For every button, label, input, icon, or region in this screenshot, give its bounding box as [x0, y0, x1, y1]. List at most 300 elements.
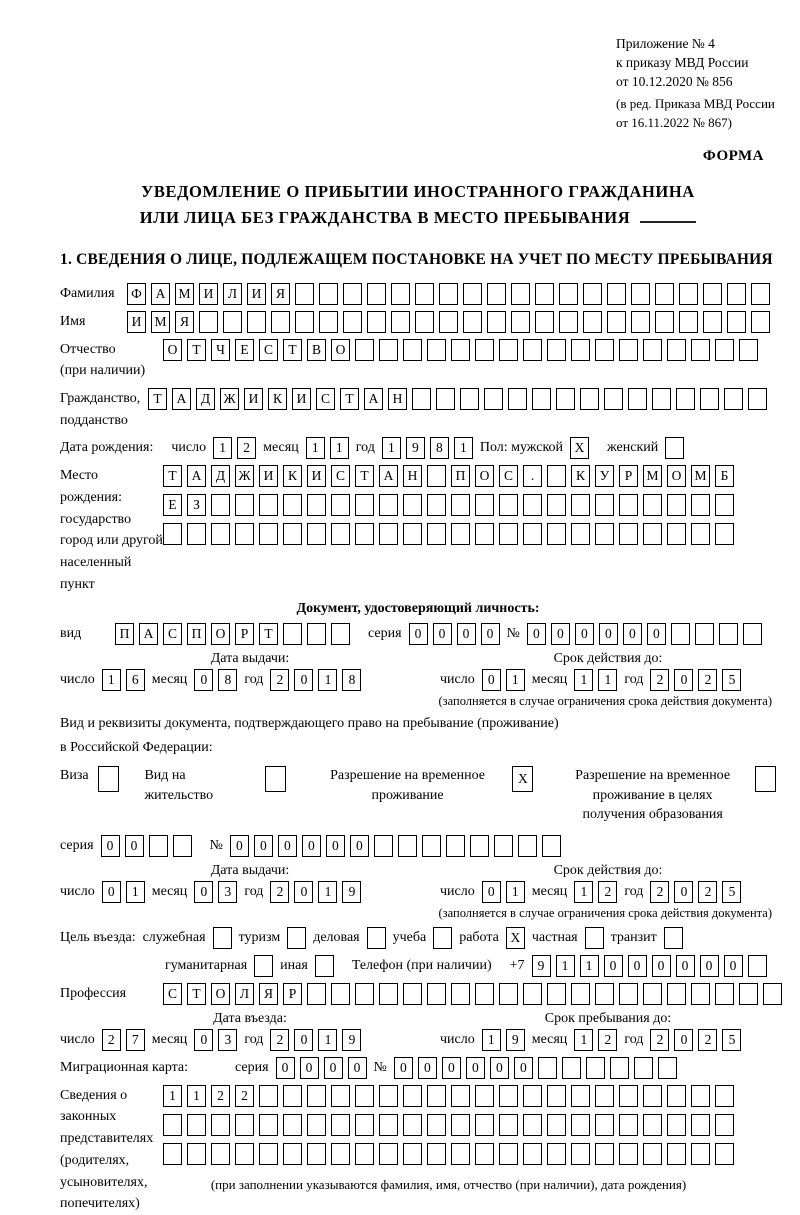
char-box[interactable]: 2 — [102, 1029, 121, 1051]
char-box[interactable] — [739, 983, 758, 1005]
char-box[interactable] — [355, 339, 374, 361]
sex-male-checkbox[interactable] — [570, 437, 589, 459]
char-box[interactable] — [715, 1085, 734, 1107]
char-box[interactable]: 0 — [724, 955, 743, 977]
char-box[interactable]: 0 — [394, 1057, 413, 1079]
char-box[interactable] — [748, 388, 767, 410]
char-box[interactable] — [331, 623, 350, 645]
char-box[interactable] — [307, 1085, 326, 1107]
char-box[interactable] — [475, 494, 494, 516]
char-box[interactable] — [287, 927, 306, 949]
char-box[interactable] — [535, 283, 554, 305]
char-box[interactable] — [571, 1114, 590, 1136]
char-box[interactable] — [391, 283, 410, 305]
char-box[interactable] — [451, 494, 470, 516]
char-box[interactable] — [331, 523, 350, 545]
char-box[interactable] — [634, 1057, 653, 1079]
char-box[interactable]: 0 — [647, 623, 666, 645]
char-box[interactable] — [755, 766, 776, 792]
char-box[interactable] — [307, 1114, 326, 1136]
char-box[interactable]: 1 — [318, 881, 337, 903]
char-box[interactable] — [691, 1085, 710, 1107]
char-box[interactable] — [295, 283, 314, 305]
char-box[interactable] — [451, 339, 470, 361]
char-box[interactable] — [679, 311, 698, 333]
char-box[interactable] — [163, 1143, 182, 1165]
char-box[interactable] — [691, 494, 710, 516]
char-box[interactable] — [595, 1085, 614, 1107]
char-box[interactable]: 2 — [650, 881, 669, 903]
char-box[interactable]: 1 — [382, 437, 401, 459]
char-box[interactable]: 2 — [235, 1085, 254, 1107]
char-box[interactable]: Р — [619, 465, 638, 487]
char-box[interactable]: 0 — [604, 955, 623, 977]
residence-permit-checkbox[interactable] — [265, 766, 286, 792]
char-box[interactable] — [163, 523, 182, 545]
char-box[interactable]: 5 — [722, 881, 741, 903]
char-box[interactable]: Т — [355, 465, 374, 487]
char-box[interactable] — [695, 623, 714, 645]
char-box[interactable] — [213, 927, 232, 949]
char-box[interactable]: 2 — [598, 1029, 617, 1051]
char-box[interactable]: 1 — [556, 955, 575, 977]
char-box[interactable] — [211, 523, 230, 545]
char-box[interactable] — [727, 283, 746, 305]
char-box[interactable]: Е — [163, 494, 182, 516]
char-box[interactable] — [724, 388, 743, 410]
char-box[interactable] — [475, 523, 494, 545]
char-box[interactable]: Н — [388, 388, 407, 410]
char-box[interactable] — [463, 311, 482, 333]
char-box[interactable] — [223, 311, 242, 333]
char-box[interactable] — [331, 1143, 350, 1165]
char-box[interactable] — [379, 983, 398, 1005]
char-box[interactable] — [595, 1143, 614, 1165]
char-box[interactable]: 9 — [406, 437, 425, 459]
char-box[interactable] — [446, 835, 465, 857]
char-box[interactable] — [691, 339, 710, 361]
char-box[interactable] — [499, 1143, 518, 1165]
char-box[interactable]: 0 — [300, 1057, 319, 1079]
char-box[interactable] — [271, 311, 290, 333]
edu-permit-checkbox[interactable] — [755, 766, 776, 792]
char-box[interactable]: X — [512, 766, 533, 792]
char-box[interactable] — [739, 339, 758, 361]
char-box[interactable]: М — [175, 283, 194, 305]
char-box[interactable] — [691, 983, 710, 1005]
char-box[interactable] — [655, 283, 674, 305]
char-box[interactable] — [475, 1085, 494, 1107]
char-box[interactable]: 1 — [306, 437, 325, 459]
char-box[interactable] — [173, 835, 192, 857]
char-box[interactable]: З — [187, 494, 206, 516]
char-box[interactable] — [691, 523, 710, 545]
char-box[interactable]: О — [475, 465, 494, 487]
char-box[interactable]: 2 — [211, 1085, 230, 1107]
char-box[interactable] — [676, 388, 695, 410]
char-box[interactable]: П — [187, 623, 206, 645]
char-box[interactable] — [412, 388, 431, 410]
char-box[interactable] — [511, 283, 530, 305]
char-box[interactable] — [715, 339, 734, 361]
char-box[interactable] — [667, 523, 686, 545]
char-box[interactable]: Р — [235, 623, 254, 645]
char-box[interactable] — [499, 494, 518, 516]
char-box[interactable] — [307, 983, 326, 1005]
char-box[interactable] — [523, 523, 542, 545]
char-box[interactable]: А — [364, 388, 383, 410]
char-box[interactable] — [542, 835, 561, 857]
char-box[interactable]: 0 — [482, 881, 501, 903]
char-box[interactable] — [403, 339, 422, 361]
char-box[interactable]: Т — [187, 983, 206, 1005]
char-box[interactable]: Ч — [211, 339, 230, 361]
char-box[interactable] — [283, 1143, 302, 1165]
char-box[interactable]: Я — [271, 283, 290, 305]
char-box[interactable] — [315, 955, 334, 977]
char-box[interactable]: И — [259, 465, 278, 487]
char-box[interactable] — [475, 983, 494, 1005]
char-box[interactable] — [619, 339, 638, 361]
char-box[interactable] — [715, 1143, 734, 1165]
char-box[interactable]: 2 — [270, 881, 289, 903]
char-box[interactable] — [259, 494, 278, 516]
char-box[interactable] — [211, 1143, 230, 1165]
char-box[interactable] — [427, 494, 446, 516]
char-box[interactable]: 0 — [194, 669, 213, 691]
char-box[interactable] — [547, 494, 566, 516]
char-box[interactable]: 0 — [418, 1057, 437, 1079]
char-box[interactable]: 3 — [218, 881, 237, 903]
char-box[interactable] — [422, 835, 441, 857]
char-box[interactable] — [665, 437, 684, 459]
char-box[interactable] — [403, 1143, 422, 1165]
char-box[interactable]: С — [499, 465, 518, 487]
char-box[interactable] — [700, 388, 719, 410]
char-box[interactable] — [187, 523, 206, 545]
char-box[interactable] — [547, 523, 566, 545]
char-box[interactable]: 9 — [342, 1029, 361, 1051]
char-box[interactable]: 2 — [237, 437, 256, 459]
char-box[interactable]: 2 — [650, 1029, 669, 1051]
char-box[interactable] — [403, 1085, 422, 1107]
char-box[interactable] — [307, 623, 326, 645]
char-box[interactable] — [619, 1143, 638, 1165]
char-box[interactable] — [547, 983, 566, 1005]
char-box[interactable] — [652, 388, 671, 410]
char-box[interactable] — [607, 311, 626, 333]
char-box[interactable]: К — [268, 388, 287, 410]
char-box[interactable] — [619, 983, 638, 1005]
char-box[interactable]: 7 — [126, 1029, 145, 1051]
char-box[interactable]: 0 — [230, 835, 249, 857]
char-box[interactable] — [643, 523, 662, 545]
char-box[interactable] — [235, 1143, 254, 1165]
char-box[interactable]: 2 — [698, 1029, 717, 1051]
char-box[interactable]: 0 — [652, 955, 671, 977]
char-box[interactable] — [643, 1085, 662, 1107]
char-box[interactable]: 0 — [294, 1029, 313, 1051]
char-box[interactable]: 1 — [163, 1085, 182, 1107]
char-box[interactable] — [475, 1143, 494, 1165]
char-box[interactable] — [355, 1114, 374, 1136]
char-box[interactable] — [283, 623, 302, 645]
char-box[interactable] — [403, 494, 422, 516]
char-box[interactable] — [367, 283, 386, 305]
char-box[interactable] — [643, 1114, 662, 1136]
char-box[interactable] — [331, 1114, 350, 1136]
char-box[interactable] — [595, 339, 614, 361]
visa-checkbox[interactable] — [98, 766, 119, 792]
char-box[interactable] — [427, 1085, 446, 1107]
char-box[interactable]: 0 — [457, 623, 476, 645]
char-box[interactable] — [398, 835, 417, 857]
char-box[interactable] — [518, 835, 537, 857]
char-box[interactable] — [559, 283, 578, 305]
char-box[interactable] — [427, 465, 446, 487]
char-box[interactable] — [631, 311, 650, 333]
char-box[interactable] — [283, 523, 302, 545]
char-box[interactable]: Я — [175, 311, 194, 333]
char-box[interactable] — [643, 983, 662, 1005]
char-box[interactable]: В — [307, 339, 326, 361]
char-box[interactable] — [743, 623, 762, 645]
char-box[interactable]: 8 — [430, 437, 449, 459]
char-box[interactable] — [259, 1143, 278, 1165]
char-box[interactable] — [427, 523, 446, 545]
char-box[interactable] — [451, 1143, 470, 1165]
char-box[interactable]: Б — [715, 465, 734, 487]
char-box[interactable] — [391, 311, 410, 333]
char-box[interactable] — [283, 1085, 302, 1107]
char-box[interactable]: Д — [211, 465, 230, 487]
purpose-work-checkbox[interactable] — [506, 927, 525, 949]
char-box[interactable] — [619, 494, 638, 516]
char-box[interactable] — [571, 983, 590, 1005]
purpose-business-checkbox[interactable] — [367, 927, 386, 949]
char-box[interactable] — [671, 623, 690, 645]
char-box[interactable]: 0 — [674, 881, 693, 903]
char-box[interactable] — [715, 523, 734, 545]
char-box[interactable]: 2 — [270, 669, 289, 691]
char-box[interactable] — [379, 339, 398, 361]
char-box[interactable] — [484, 388, 503, 410]
char-box[interactable] — [427, 1143, 446, 1165]
char-box[interactable] — [751, 283, 770, 305]
char-box[interactable] — [547, 1114, 566, 1136]
char-box[interactable] — [487, 311, 506, 333]
char-box[interactable]: Р — [283, 983, 302, 1005]
char-box[interactable] — [331, 494, 350, 516]
char-box[interactable]: Ж — [220, 388, 239, 410]
char-box[interactable] — [715, 983, 734, 1005]
char-box[interactable] — [667, 1085, 686, 1107]
char-box[interactable] — [355, 1143, 374, 1165]
char-box[interactable]: 2 — [270, 1029, 289, 1051]
char-box[interactable] — [586, 1057, 605, 1079]
char-box[interactable]: 0 — [294, 881, 313, 903]
char-box[interactable]: П — [451, 465, 470, 487]
char-box[interactable]: 1 — [574, 881, 593, 903]
char-box[interactable] — [658, 1057, 677, 1079]
char-box[interactable] — [367, 927, 386, 949]
char-box[interactable] — [719, 623, 738, 645]
char-box[interactable]: 0 — [575, 623, 594, 645]
char-box[interactable] — [355, 1085, 374, 1107]
char-box[interactable]: 1 — [574, 1029, 593, 1051]
char-box[interactable]: 2 — [698, 669, 717, 691]
char-box[interactable]: 0 — [628, 955, 647, 977]
char-box[interactable] — [511, 311, 530, 333]
char-box[interactable]: 1 — [506, 881, 525, 903]
char-box[interactable] — [355, 983, 374, 1005]
char-box[interactable] — [247, 311, 266, 333]
char-box[interactable]: И — [247, 283, 266, 305]
char-box[interactable] — [538, 1057, 557, 1079]
char-box[interactable]: 0 — [674, 1029, 693, 1051]
char-box[interactable] — [727, 311, 746, 333]
char-box[interactable] — [643, 1143, 662, 1165]
char-box[interactable] — [451, 1114, 470, 1136]
char-box[interactable] — [403, 1114, 422, 1136]
char-box[interactable] — [508, 388, 527, 410]
char-box[interactable]: С — [259, 339, 278, 361]
char-box[interactable] — [470, 835, 489, 857]
char-box[interactable] — [403, 983, 422, 1005]
char-box[interactable]: 0 — [254, 835, 273, 857]
char-box[interactable] — [571, 494, 590, 516]
char-box[interactable] — [254, 955, 273, 977]
char-box[interactable]: Н — [403, 465, 422, 487]
char-box[interactable] — [679, 283, 698, 305]
char-box[interactable] — [643, 339, 662, 361]
char-box[interactable] — [643, 494, 662, 516]
char-box[interactable]: 1 — [187, 1085, 206, 1107]
char-box[interactable] — [499, 339, 518, 361]
char-box[interactable] — [331, 1085, 350, 1107]
char-box[interactable] — [619, 523, 638, 545]
char-box[interactable]: Я — [259, 983, 278, 1005]
char-box[interactable] — [667, 339, 686, 361]
char-box[interactable]: 0 — [599, 623, 618, 645]
char-box[interactable]: 2 — [598, 881, 617, 903]
char-box[interactable]: Т — [163, 465, 182, 487]
char-box[interactable]: 0 — [442, 1057, 461, 1079]
char-box[interactable]: 1 — [580, 955, 599, 977]
char-box[interactable]: О — [163, 339, 182, 361]
char-box[interactable]: 5 — [722, 1029, 741, 1051]
char-box[interactable]: 1 — [506, 669, 525, 691]
char-box[interactable]: 1 — [126, 881, 145, 903]
char-box[interactable] — [415, 283, 434, 305]
char-box[interactable]: И — [244, 388, 263, 410]
char-box[interactable] — [499, 523, 518, 545]
char-box[interactable] — [607, 283, 626, 305]
char-box[interactable] — [319, 283, 338, 305]
char-box[interactable]: 0 — [125, 835, 144, 857]
char-box[interactable] — [667, 983, 686, 1005]
char-box[interactable] — [595, 523, 614, 545]
char-box[interactable]: О — [211, 623, 230, 645]
char-box[interactable] — [379, 1114, 398, 1136]
purpose-transit-checkbox[interactable] — [664, 927, 683, 949]
temp-permit-checkbox[interactable] — [512, 766, 533, 792]
char-box[interactable] — [475, 1114, 494, 1136]
char-box[interactable] — [523, 1114, 542, 1136]
char-box[interactable] — [343, 311, 362, 333]
char-box[interactable] — [499, 983, 518, 1005]
char-box[interactable]: 0 — [324, 1057, 343, 1079]
char-box[interactable] — [427, 983, 446, 1005]
char-box[interactable]: 0 — [676, 955, 695, 977]
char-box[interactable]: Т — [340, 388, 359, 410]
char-box[interactable] — [532, 388, 551, 410]
char-box[interactable] — [307, 1143, 326, 1165]
char-box[interactable]: А — [139, 623, 158, 645]
char-box[interactable] — [367, 311, 386, 333]
char-box[interactable] — [460, 388, 479, 410]
char-box[interactable]: 1 — [482, 1029, 501, 1051]
char-box[interactable] — [523, 983, 542, 1005]
char-box[interactable]: С — [331, 465, 350, 487]
char-box[interactable] — [494, 835, 513, 857]
char-box[interactable] — [403, 523, 422, 545]
char-box[interactable] — [571, 523, 590, 545]
char-box[interactable]: О — [331, 339, 350, 361]
char-box[interactable]: 0 — [326, 835, 345, 857]
char-box[interactable]: Т — [148, 388, 167, 410]
char-box[interactable] — [283, 494, 302, 516]
char-box[interactable] — [751, 311, 770, 333]
char-box[interactable]: 9 — [532, 955, 551, 977]
char-box[interactable] — [583, 283, 602, 305]
char-box[interactable] — [523, 1143, 542, 1165]
char-box[interactable] — [211, 1114, 230, 1136]
char-box[interactable]: 1 — [318, 669, 337, 691]
char-box[interactable] — [585, 927, 604, 949]
char-box[interactable] — [187, 1143, 206, 1165]
char-box[interactable] — [556, 388, 575, 410]
char-box[interactable] — [259, 1114, 278, 1136]
char-box[interactable] — [571, 1085, 590, 1107]
char-box[interactable]: Ф — [127, 283, 146, 305]
char-box[interactable]: 3 — [218, 1029, 237, 1051]
char-box[interactable]: 0 — [551, 623, 570, 645]
char-box[interactable]: 0 — [348, 1057, 367, 1079]
char-box[interactable]: 0 — [302, 835, 321, 857]
char-box[interactable]: С — [163, 983, 182, 1005]
char-box[interactable]: 0 — [101, 835, 120, 857]
char-box[interactable] — [571, 1143, 590, 1165]
char-box[interactable] — [595, 983, 614, 1005]
char-box[interactable]: П — [115, 623, 134, 645]
char-box[interactable] — [535, 311, 554, 333]
char-box[interactable]: 9 — [506, 1029, 525, 1051]
char-box[interactable]: М — [691, 465, 710, 487]
char-box[interactable] — [631, 283, 650, 305]
char-box[interactable] — [763, 983, 782, 1005]
char-box[interactable]: 2 — [650, 669, 669, 691]
char-box[interactable] — [149, 835, 168, 857]
char-box[interactable] — [619, 1114, 638, 1136]
char-box[interactable] — [259, 1085, 278, 1107]
char-box[interactable]: Т — [283, 339, 302, 361]
char-box[interactable]: О — [667, 465, 686, 487]
char-box[interactable] — [355, 523, 374, 545]
char-box[interactable]: А — [151, 283, 170, 305]
char-box[interactable]: 1 — [330, 437, 349, 459]
purpose-other-checkbox[interactable] — [315, 955, 334, 977]
